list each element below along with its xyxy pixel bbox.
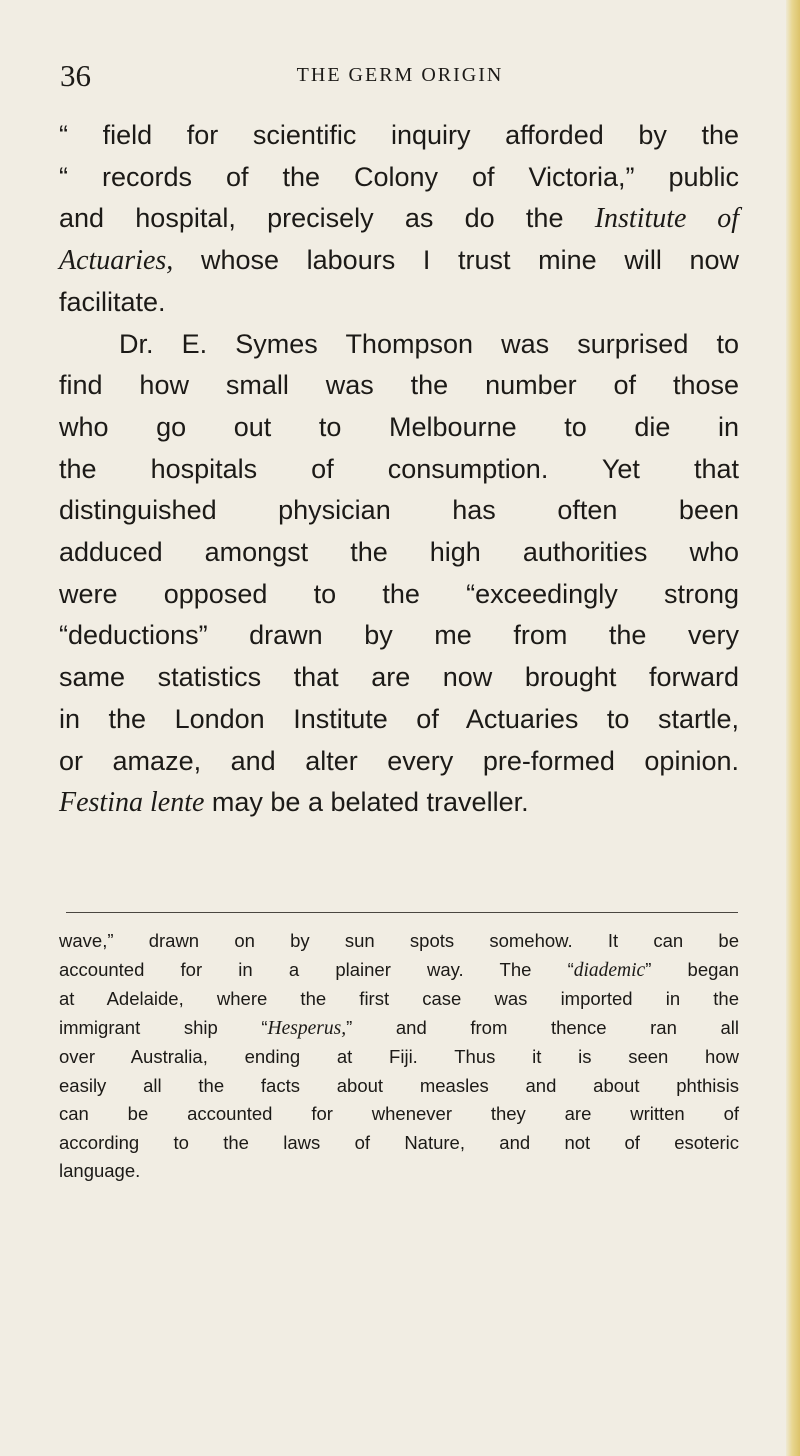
body-line <box>59 157 739 199</box>
body-line <box>59 741 739 783</box>
body-line <box>59 615 739 657</box>
text-segment: immigrant ship “ <box>59 1016 268 1038</box>
footnote-line <box>59 1014 739 1044</box>
footnote-line <box>59 1157 739 1186</box>
footnote-rule <box>66 912 738 913</box>
body-line <box>59 574 739 616</box>
body-line <box>59 449 739 491</box>
italic-text: Actuaries, <box>59 245 174 277</box>
body-line <box>59 282 739 324</box>
body-line <box>59 407 739 449</box>
text-segment: in the London Institute of Actuaries to startle, <box>59 703 739 734</box>
text-segment: were opposed to the “exceedingly strong <box>59 578 739 609</box>
italic-text: Institute of <box>594 203 739 235</box>
text-segment: and hospital, precisely as do the <box>59 203 595 234</box>
body-line <box>59 699 739 741</box>
text-segment: accounted for in a plainer way. The “ <box>59 958 574 980</box>
body-line <box>59 365 739 407</box>
text-segment: same statistics that are now brought forward <box>59 662 739 693</box>
body-text <box>59 115 739 824</box>
text-segment: over Australia, ending at Fiji. Thus it is seen how <box>59 1046 739 1067</box>
page-header <box>60 58 740 98</box>
page-edge <box>786 0 800 1456</box>
text-segment: distinguished physician has often been <box>59 495 739 526</box>
running-head: THE GERM ORIGIN <box>296 64 504 86</box>
text-segment: find how small was the number of those <box>59 370 739 401</box>
italic-text: diademic <box>573 959 646 981</box>
footnote-line <box>59 1129 739 1158</box>
text-segment: adduced amongst the high authorities who <box>59 537 739 568</box>
text-segment: the hospitals of consumption. Yet that <box>59 453 739 484</box>
page-number: 36 <box>60 58 91 93</box>
body-line <box>59 532 739 574</box>
text-segment: can be accounted for whenever they are written of <box>59 1103 739 1124</box>
body-line <box>59 198 739 240</box>
footnote-line <box>59 956 739 986</box>
text-segment: facilitate. <box>59 286 166 317</box>
body-line <box>59 657 739 699</box>
body-line <box>59 240 739 282</box>
text-segment: or amaze, and alter every pre-formed opinion. <box>59 745 739 776</box>
footnote-line <box>59 1100 739 1129</box>
body-line <box>59 782 739 824</box>
footnote <box>59 927 739 1186</box>
text-segment: “ field for scientific inquiry afforded by the <box>59 120 739 150</box>
body-line <box>59 324 739 366</box>
footnote-line <box>59 1043 739 1072</box>
body-line <box>59 490 739 532</box>
body-line <box>59 115 739 157</box>
text-segment: “deductions” drawn by me from the very <box>59 620 739 651</box>
text-segment: wave,” drawn on by sun spots somehow. It can be <box>59 930 739 951</box>
text-segment: who go out to Melbourne to die in <box>59 411 739 442</box>
footnote-line <box>59 1072 739 1101</box>
text-segment: according to the laws of Nature, and not of esoteric <box>59 1131 739 1153</box>
italic-text: Festina lente <box>59 787 205 819</box>
text-segment: ” and from thence ran all <box>346 1016 739 1038</box>
text-segment: ” began <box>645 958 739 980</box>
footnote-line <box>59 985 739 1014</box>
text-segment: Dr. E. Symes Thompson was surprised to <box>119 328 739 359</box>
text-segment: may be a belated traveller. <box>204 787 529 818</box>
text-segment: whose labours I trust mine will now <box>173 245 739 276</box>
italic-text: Hesperus, <box>267 1017 347 1039</box>
footnote-line <box>59 927 739 956</box>
text-segment: easily all the facts about measles and about phthisis <box>59 1074 739 1096</box>
text-segment: “ records of the Colony of Victoria,” public <box>59 161 739 192</box>
text-segment: at Adelaide, where the first case was imported in the <box>59 988 739 1009</box>
text-segment: language. <box>59 1160 141 1181</box>
